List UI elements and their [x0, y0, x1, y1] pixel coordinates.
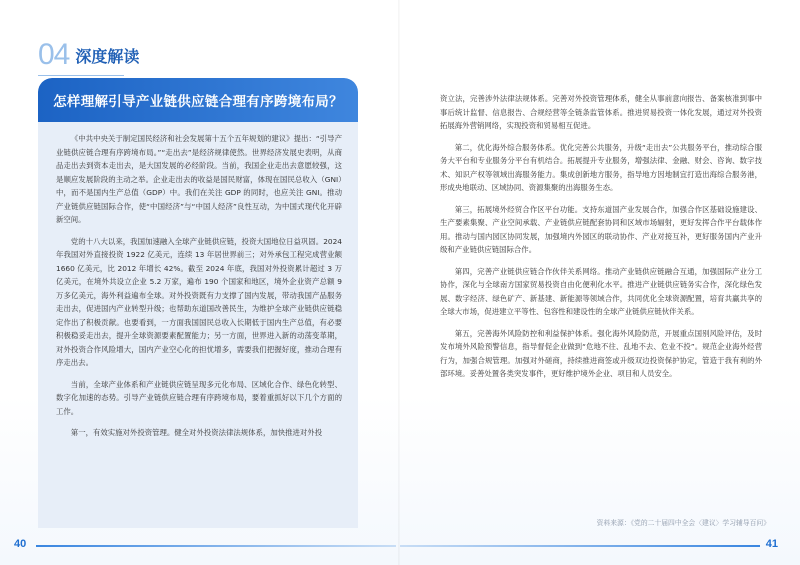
source-note: 资料来源：《党的二十届四中全会〈建议〉学习辅导百问》 — [596, 519, 770, 527]
right-page — [400, 0, 800, 565]
paragraph: 第五，完善海外风险防控和利益保护体系。强化海外风险防范，开展重点国别风险评估，及时发布境外风险预警信息，指导督促企业做到“危地不往、乱地不去、危业不投”。规范企业海外经营行为，加强合规管理。加强对外磋商，持续推进商签或升级双边投资保护协定，管造于我有利的外部环境。妥善处置各类突发事件，更好维护境外企业、项目和人员安全。 — [440, 328, 762, 378]
footer-rule-left — [36, 545, 396, 547]
article-box — [38, 78, 358, 528]
section-title: 深度解读 — [75, 47, 140, 66]
paragraph: 党的十八大以来，我国加速融入全球产业链供应链，投资大国地位日益巩固。2024 年我国对外直接投资 1922 亿美元，连续 13 年居世界前三；对外承包工程完成营业额 1660 亿美元，比 2012 年增长 42%。截至 2024 年底，我国对外投资累计超过 3 万亿美元，在境外共设立企业 5.2 万家，遍布 190 个国家和地区，境外企业资产总额 9 万多亿美元，海外利益遍布全球。对外投资既有力支撑了国内发展，带动我国产品服务走出去，促进国内产业转型升级；也帮助东道国改善民生，为维护全球产业链供应链稳定作出了积极贡献。也要看到，一方面我国国民总收入长期低于国内生产总值，有必要积极稳妥走出去，提升全球资源要素配置能力；另一方面，世界进入新的动荡变革期，对外投资合作风险增大，国内产业空心化的担忧增多，需要我们把握好度，推动合理有序走出去。 — [56, 236, 342, 367]
article-title-bar — [38, 78, 358, 122]
paragraph: 第二，优化海外综合服务体系。优化完善公共服务，升级“走出去”公共服务平台，推动综合服务大平台和专业服务分平台有机结合。拓展提升专业服务，增强法律、金融、财会、咨询、数字技术、知识产权等领域出海服务能力。集成创新地方服务，指导地方因地制宜打造出海综合服务港，形成央地联动、区域协同、资源集聚的出海服务生态。 — [440, 142, 762, 192]
section-number: 04 — [38, 38, 70, 71]
page-number-left: 40 — [14, 538, 27, 550]
paragraph: 当前，全球产业体系和产业链供应链呈现多元化布局、区域化合作、绿色化转型、数字化加速的态势。引导产业链供应链合理有序跨境布局，要着重抓好以下几个方面的工作。 — [56, 379, 342, 416]
paragraph: 第一，有效实施对外投资管理。健全对外投资法律法规体系，加快推进对外投 — [70, 428, 323, 437]
right-text-column — [440, 92, 762, 389]
paragraph: 第四，完善产业链供应链合作伙伴关系网络。推动产业链供应链融合互通，加强国际产业分工协作，深化与全球南方国家贸易投资自由化便利化水平。推进产业链供应链务实合作，深化绿色发展、数字经济、绿色矿产、新基建、新能源等领域合作，共同优化全球资源配置，培育共赢共享的全球大市场，促进建立平等性、包容性和建设性的全球产业链供应链伙伴关系。 — [440, 266, 762, 316]
paragraph: 资立法，完善涉外法律法规体系。完善对外投资管理体系，健全从事前意向报告、备案核准到事中事后统计监督、信息报告、合规经营等全链条监管体系。推进贸易投资一体化发展，通过对外投资拓展海外营销网络，实现投资和贸易相互促进。 — [440, 94, 762, 130]
paragraph: 第三，拓展境外经贸合作区平台功能。支持东道国产业发展合作，加强合作区基础设施建设、生产要素集聚、产业空间承载、产业链供应链配套协同和区域市场辐射，更好发挥合作平台载体作用。推动与国内园区协同发展，加强境内外园区的联动协作、产业对接互补，更好服务国内产业升级和产业链供应链国际合作。 — [440, 204, 762, 254]
left-text-column — [38, 122, 358, 440]
article-title: 怎样理解引导产业链供应链合理有序跨境布局？ — [53, 94, 343, 110]
section-underline — [38, 75, 124, 76]
section-header — [38, 36, 139, 70]
footer-rule-right — [400, 545, 760, 547]
paragraph: 《中共中央关于制定国民经济和社会发展第十五个五年规划的建议》提出：“引导产业链供应链合理有序跨境布局。”“走出去”是经济规律使然。世界经济发展史表明，从商品走出去到资本走出去，是大国发展的必经阶段。当前，我国企业走出去意愿较强，这是顺应发展阶段的主动之举。企业走出去的收益是国民财富，体现在国民总收入（GNI）中，而不是国内生产总值（GDP）中。我们在关注 GDP 的同时，也应关注 GNI。推动产业链供应链国际合作，使“中国经济”与“中国人经济”良性互动，为中国式现代化开辟新空间。 — [56, 134, 342, 224]
page-number-right: 41 — [765, 538, 778, 550]
